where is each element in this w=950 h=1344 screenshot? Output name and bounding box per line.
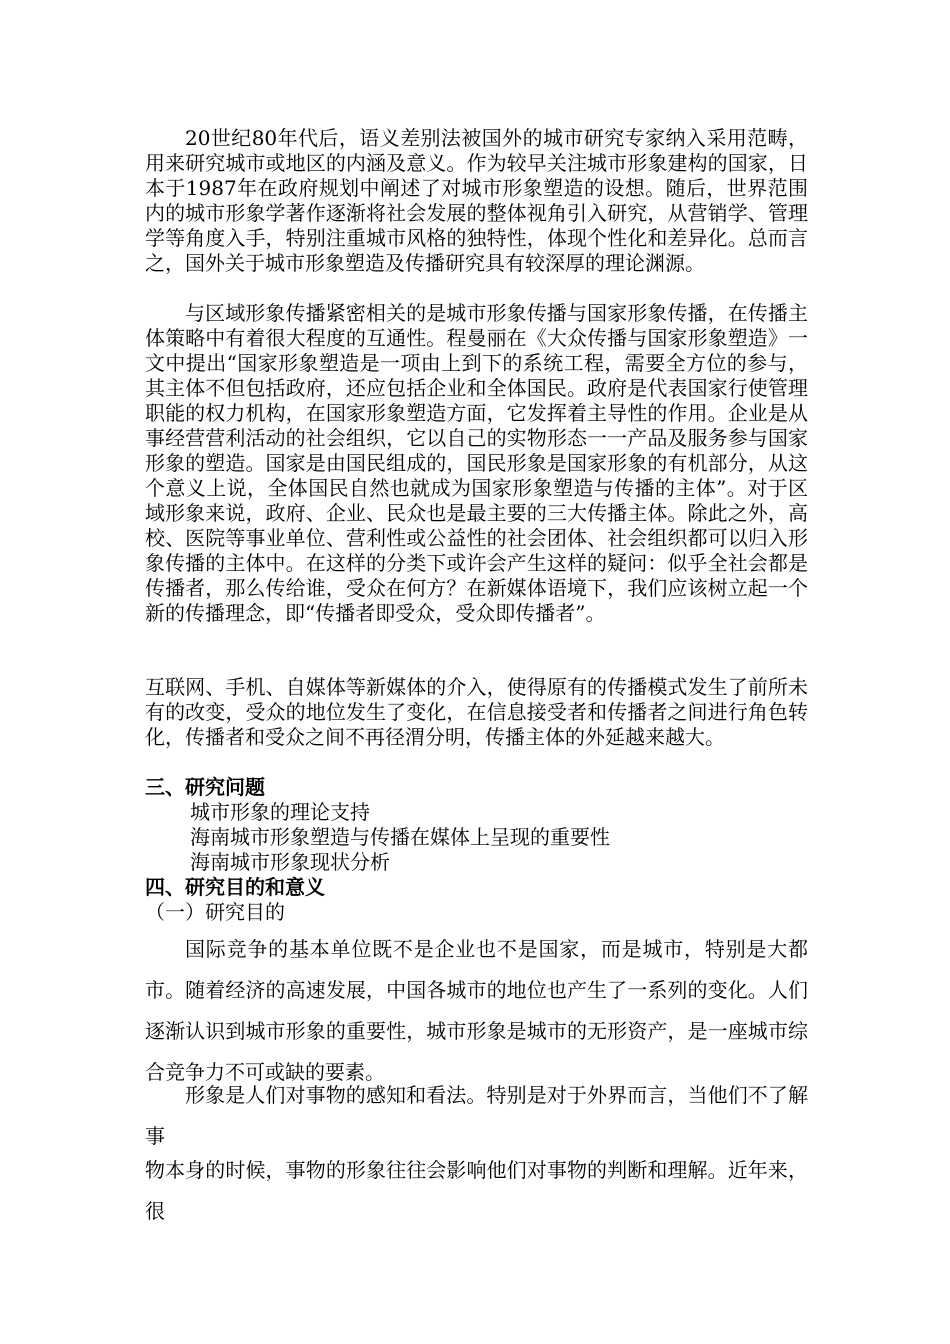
paragraph-communication-subjects: 与区域形象传播紧密相关的是城市形象传播与国家形象传播，在传播主体策略中有着很大程度的互通性。程曼丽在《大众传播与国家形象塑造》一文中提出“国家形象塑造是一项由上到下的系统工程，需要全方位的参与，其主体不但包括政府，还应包括企业和全体国民。政府是代表国家行使管理职能的权力机构，在国家形象塑造方面，它发挥着主导性的作用。企业是从事经营营利活动的社会组织，它以自己的实物形态一一产品及服务参与国家形象的塑造。国家是由国民组成的，国民形象是国家形象的有机部分，从这个意义上说，全体国民自然也就成为国家形象塑造与传播的主体”。对于区域形象来说，政府、企业、民众也是最主要的三大传播主体。除此之外，高校、医院等事业单位、营利性或公益性的社会团体、社会组织都可以归入形象传播的主体中。在这样的分类下或许会产生这样的疑问：似乎全社会都是传播者，那么传给谁，受众在何方？在新媒体语境下，我们应该树立起一个新的传播理念，即“传播者即受众，受众即传播者”。: [145, 301, 808, 625]
paragraph-foreign-research: 20世纪80年代后，语义差别法被国外的城市研究专家纳入采用范畴，用来研究城市或地区的内涵及意义。作为较早关注城市形象建构的国家，日本于1987年在政府规划中阐述了对城市形象塑造的设想。随后，世界范围内的城市形象学著作逐渐将社会发展的整体视角引入研究，从营销学、管理学等角度入手，特别注重城市风格的独特性，体现个性化和差异化。总而言之，国外关于城市形象塑造及传播研究具有较深厚的理论渊源。: [145, 126, 808, 275]
list-item: 城市形象的理论支持: [190, 800, 370, 824]
paragraph-international-competition: 国际竞争的基本单位既不是企业也不是国家，而是城市，特别是大都市。随着经济的高速发展，中国各城市的地位也产生了一系列的变化。人们逐渐认识到城市形象的重要性，城市形象是城市的无形资产，是一座城市综合竞争力不可或缺的要素。: [145, 937, 808, 1084]
list-item: 海南城市形象塑造与传播在媒体上呈现的重要性: [190, 825, 610, 849]
paragraph-image-perception-continued: 物本身的时候，事物的形象往往会影响他们对事物的判断和理解。近年来，很: [145, 1158, 808, 1223]
section-heading-purpose-significance: 四、研究目的和意义: [145, 875, 325, 899]
list-item: 海南城市形象现状分析: [190, 850, 390, 874]
section-heading-research-questions: 三、研究问题: [145, 775, 265, 799]
subsection-heading-purpose: （一）研究目的: [145, 900, 285, 924]
paragraph-image-perception: 形象是人们对事物的感知和看法。特别是对于外界而言，当他们不了解事: [145, 1083, 808, 1148]
paragraph-new-media: 互联网、手机、自媒体等新媒体的介入，使得原有的传播模式发生了前所未有的改变，受众的地位发生了变化，在信息接受者和传播者之间进行角色转化，传播者和受众之间不再径渭分明，传播主体的外延越来越大。: [145, 675, 808, 749]
